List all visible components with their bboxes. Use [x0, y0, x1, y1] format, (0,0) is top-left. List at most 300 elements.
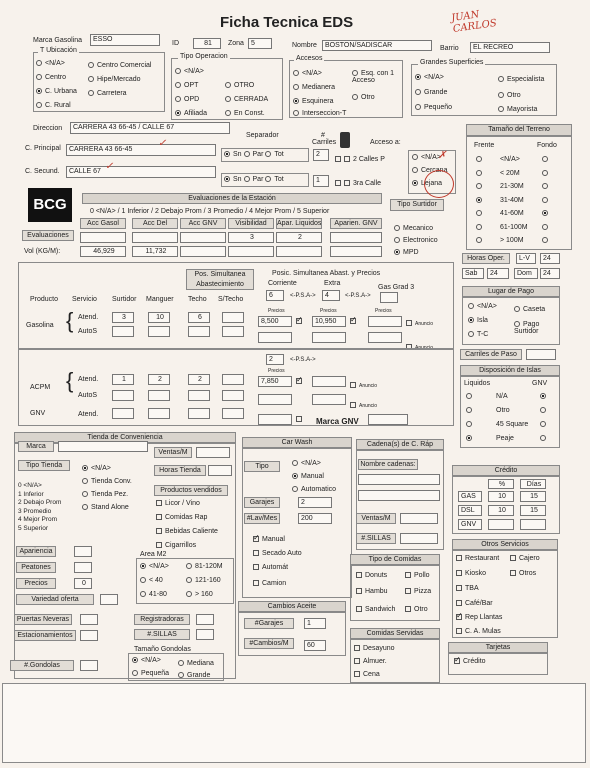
- eval-col-header[interactable]: Acc Gasol: [80, 218, 126, 229]
- secund-field[interactable]: CALLE 67: [66, 166, 216, 178]
- acpm-autos-precio-2[interactable]: [312, 394, 346, 405]
- sup-mayorista[interactable]: Mayorista: [498, 106, 537, 113]
- acceso-cercana[interactable]: Cercana: [412, 167, 447, 174]
- dom-label: Dom: [514, 268, 538, 279]
- barrio-field[interactable]: EL RECREO: [470, 42, 550, 53]
- frente-radio[interactable]: [476, 156, 485, 163]
- frente-radio[interactable]: [476, 170, 485, 177]
- credito-pct-label: %: [488, 479, 514, 489]
- checkbox-icon: [156, 500, 162, 506]
- cw-garajes-label: Garajes: [244, 497, 280, 508]
- principal-field[interactable]: CARRERA 43 66-45: [66, 144, 216, 156]
- eval-col-value[interactable]: [330, 232, 382, 243]
- comida-pizza[interactable]: Pizza: [405, 588, 431, 595]
- fondo-radio[interactable]: [542, 156, 551, 163]
- gnv-stecho[interactable]: [222, 408, 244, 419]
- op-cerrada[interactable]: CERRADA: [225, 96, 268, 103]
- acc-interseccion[interactable]: Interseccion-T: [293, 110, 346, 117]
- gnv-precio[interactable]: [258, 414, 292, 425]
- pago-caseta[interactable]: Caseta: [514, 306, 545, 313]
- area-121-160[interactable]: 121-160: [186, 577, 221, 584]
- acpm-anuncio-check-2[interactable]: Anuncio: [350, 402, 377, 409]
- aceite-cambios-field[interactable]: 60: [304, 640, 326, 651]
- otros-check[interactable]: [510, 570, 536, 577]
- eval-col-value[interactable]: [180, 232, 226, 243]
- gas-autos-label: AutoS: [78, 328, 98, 335]
- acpm-autos-label: AutoS: [78, 392, 98, 399]
- checkbox-icon: [156, 528, 162, 534]
- acpm-techo[interactable]: 2: [188, 374, 210, 385]
- radio-icon: [36, 60, 42, 66]
- acpm-brace: {: [66, 368, 74, 393]
- marca-field[interactable]: ESSO: [90, 34, 160, 46]
- ventas-tienda-field[interactable]: [196, 447, 230, 458]
- op-opd[interactable]: OPD: [175, 96, 199, 103]
- surtidor-mecanico[interactable]: Mecanico: [394, 225, 433, 232]
- op-const[interactable]: En Const.: [225, 110, 265, 117]
- gas-precio-check-2[interactable]: [350, 318, 359, 325]
- servida-almuerzo[interactable]: Almuer.: [354, 658, 387, 665]
- eval-col-value[interactable]: [132, 232, 178, 243]
- registradoras-field[interactable]: [196, 614, 214, 625]
- aceite-garajes-label: #Garajes: [244, 618, 294, 629]
- tienda-scale-item: 2 Debajo Prom: [18, 499, 62, 506]
- ubicacion-cc[interactable]: Centro Comercial: [88, 62, 151, 69]
- gond-mediana[interactable]: Mediana: [178, 660, 214, 667]
- apariencia-field[interactable]: [74, 546, 92, 557]
- variedad-field[interactable]: [100, 594, 118, 605]
- radio-icon: [540, 435, 546, 441]
- evaluaciones-scale: 0 <N/A> / 1 Inferior / 2 Debajo Prom / 3 Promedio / 4 Mejor Prom / 5 Superior: [90, 208, 330, 215]
- credito-pct-field[interactable]: 10: [488, 505, 514, 516]
- tipo-tienda-pez[interactable]: Tienda Pez.: [82, 491, 128, 498]
- cadena-sillas-field[interactable]: [400, 533, 438, 544]
- check-mark: ✓: [105, 161, 114, 172]
- tamano-row-label: 31-40M: [500, 196, 524, 204]
- marca-tienda-label: Marca: [18, 441, 54, 452]
- radio-icon: [88, 90, 94, 96]
- sep1-opts: Sn Par Tot: [224, 151, 284, 158]
- gnv-manguer[interactable]: [148, 408, 170, 419]
- gas-precio-corriente[interactable]: 8,500: [258, 316, 292, 327]
- otros-title: Otros Servicios: [452, 539, 558, 550]
- gond-grande[interactable]: Grande: [178, 672, 210, 679]
- gas-stecho[interactable]: [222, 312, 244, 323]
- acpm-autos-precio[interactable]: [258, 394, 292, 405]
- variedad-label: Variedad oferta: [16, 594, 94, 605]
- pago-tc[interactable]: T-C: [468, 331, 488, 338]
- credito-row-label: GAS: [458, 491, 482, 502]
- gas-brace: {: [66, 308, 74, 333]
- checkbox-icon: [510, 570, 516, 576]
- islas-liquidos-radio[interactable]: [466, 407, 475, 414]
- registradoras-label: Registradoras: [134, 614, 190, 625]
- cw-garajes-field[interactable]: 2: [298, 497, 332, 508]
- acceso-lejana[interactable]: Lejana: [412, 180, 442, 187]
- acpm-precio-2[interactable]: [312, 376, 346, 387]
- tipo-comidas-title: Tipo de Comidas: [350, 554, 440, 565]
- op-afiliada[interactable]: Afiliada: [175, 110, 207, 117]
- comida-hambu[interactable]: Hambu: [356, 588, 388, 595]
- tarjeta-credito[interactable]: ✓Crédito: [454, 658, 486, 665]
- ubicacion-title: T Ubicación: [40, 47, 77, 54]
- acpm-anuncio-check[interactable]: Anuncio: [350, 382, 377, 389]
- cw-check-secado[interactable]: Secado Auto: [253, 550, 302, 557]
- gas-autos-1[interactable]: [112, 326, 134, 337]
- checkbox-icon: [456, 614, 462, 620]
- gas-anuncio-check[interactable]: Anuncio: [406, 320, 433, 327]
- credito-pct-field[interactable]: [488, 519, 514, 530]
- product-check[interactable]: [156, 542, 196, 549]
- fondo-radio[interactable]: [542, 170, 551, 177]
- gas-autos-precio-1[interactable]: [258, 332, 292, 343]
- islas-liquidos-radio[interactable]: [466, 393, 475, 400]
- gas-anuncio-check-2[interactable]: Anuncio: [406, 344, 433, 351]
- tamano-group: [466, 136, 572, 250]
- acpm-pos[interactable]: 2: [266, 354, 284, 365]
- handwritten-circle: [424, 170, 454, 198]
- tipo-tienda-conv[interactable]: Tienda Conv.: [82, 478, 132, 485]
- comida-sandwich[interactable]: Sandwich: [356, 606, 395, 613]
- eval-col-value[interactable]: [80, 232, 126, 243]
- acpm-autos-4[interactable]: [222, 390, 244, 401]
- gnv-surtidor[interactable]: [112, 408, 134, 419]
- radio-icon: [476, 224, 482, 230]
- sup-na[interactable]: <N/A>: [415, 74, 444, 81]
- surtidor-electronico[interactable]: Electronico: [394, 237, 438, 244]
- op-na[interactable]: <N/A>: [175, 68, 204, 75]
- cw-auto[interactable]: Automatico: [292, 486, 336, 493]
- checkbox-icon: [156, 514, 162, 520]
- area-41-80[interactable]: 41-80: [140, 591, 167, 598]
- cw-na[interactable]: <N/A>: [292, 460, 321, 467]
- acpm-manguer[interactable]: 2: [148, 374, 170, 385]
- marca-gnv-field[interactable]: [368, 414, 408, 425]
- fondo-radio[interactable]: [542, 237, 551, 244]
- sup-grande[interactable]: Grande: [415, 89, 447, 96]
- tienda-scale-item: 3 Promedio: [18, 507, 52, 515]
- credito-pct-field[interactable]: 10: [488, 491, 514, 502]
- checkbox-icon: [156, 542, 162, 548]
- carriles-field-1[interactable]: 2: [313, 149, 329, 161]
- gnv-check[interactable]: [296, 416, 305, 423]
- gas-manguer[interactable]: 10: [148, 312, 170, 323]
- surtidor-mpd[interactable]: MPD: [394, 249, 419, 256]
- cw-check-automat[interactable]: Automát: [253, 564, 288, 571]
- gas-autos-2[interactable]: [148, 326, 170, 337]
- barrio-label: Barrio: [440, 45, 459, 52]
- gas-precio-check-1[interactable]: [296, 318, 305, 325]
- tienda-title: Tienda de Conveniencia: [14, 432, 236, 443]
- gas-precio-extra[interactable]: 10,950: [312, 316, 346, 327]
- ubicacion-carretera[interactable]: Carretera: [88, 90, 127, 97]
- radio-icon: [466, 435, 472, 441]
- tipo-tienda-alone[interactable]: Stand Alone: [82, 504, 129, 511]
- eval-col-header[interactable]: Acc Del: [132, 218, 178, 229]
- gas-pos-grad3[interactable]: [380, 292, 398, 303]
- peatones-field[interactable]: [74, 562, 92, 573]
- vol-value-empty[interactable]: [276, 246, 322, 257]
- product-col-header: Manguer: [146, 296, 174, 303]
- acc-otro[interactable]: Otro: [352, 94, 375, 101]
- lugar-pago-title: Lugar de Pago: [462, 286, 560, 297]
- tam-gondolas-label: Tamaño Gondolas: [134, 646, 191, 653]
- product-check[interactable]: [156, 528, 218, 535]
- ubicacion-na[interactable]: <N/A>: [36, 60, 65, 67]
- carriles-paso-field[interactable]: [526, 349, 556, 360]
- eval-col-value[interactable]: 3: [228, 232, 274, 243]
- tamano-row-label: 61-100M: [500, 223, 528, 231]
- frente-label: Frente: [474, 142, 495, 149]
- islas-liquidos-radio[interactable]: [466, 421, 475, 428]
- gnv-label: GNV: [30, 410, 46, 417]
- sillas-tienda-field[interactable]: [196, 629, 214, 640]
- radio-icon: [542, 183, 548, 189]
- acceso-na[interactable]: <N/A>: [412, 154, 441, 161]
- gas-techo[interactable]: 6: [188, 312, 210, 323]
- product-col-header: Techo: [188, 296, 207, 303]
- islas-row-label: 45 Square: [496, 421, 529, 428]
- horas-tienda-label: Horas Tienda: [154, 465, 206, 476]
- fondo-radio[interactable]: [542, 197, 551, 204]
- frente-radio[interactable]: [476, 183, 485, 190]
- apariencia-label: Apariencia: [16, 546, 56, 557]
- peatones-label: Peatones: [16, 562, 56, 573]
- otros-check[interactable]: [510, 555, 540, 562]
- pago-isla[interactable]: Isla: [468, 317, 488, 324]
- otros-label: Kiosko: [465, 570, 487, 577]
- pago-na[interactable]: <N/A>: [468, 303, 497, 310]
- comida-otro[interactable]: Otro: [405, 606, 428, 613]
- fondo-label: Fondo: [537, 142, 557, 149]
- gas-surtidor[interactable]: 3: [112, 312, 134, 323]
- aceite-garajes-field[interactable]: 1: [304, 618, 326, 629]
- product-check[interactable]: [156, 500, 200, 507]
- radio-icon: [542, 156, 548, 162]
- check-2calles[interactable]: 2 Calles P: [335, 156, 385, 163]
- checkbox-icon: [456, 555, 462, 561]
- sup-otro[interactable]: Otro: [498, 92, 521, 99]
- gnv-techo[interactable]: [188, 408, 210, 419]
- radio-icon: [476, 156, 482, 162]
- vol-value-empty[interactable]: [228, 246, 274, 257]
- horas-tienda-field[interactable]: [208, 465, 232, 476]
- islas-liquidos-radio[interactable]: [466, 435, 475, 442]
- estac-field[interactable]: [80, 630, 98, 641]
- tienda-scale-item: 4 Mejor Prom: [18, 516, 58, 523]
- zona-label: Zona: [228, 40, 244, 47]
- ubicacion-hipe[interactable]: Hipe/Mercado: [88, 76, 141, 83]
- cw-check-manual[interactable]: ✓Manual: [253, 536, 285, 543]
- otros-check[interactable]: [456, 555, 499, 562]
- ubicacion-rural[interactable]: C. Rural: [36, 102, 71, 109]
- credito-dias-field[interactable]: 15: [520, 505, 546, 516]
- servida-cena[interactable]: Cena: [354, 671, 380, 678]
- dom-field[interactable]: 24: [540, 268, 560, 279]
- eval-col-header[interactable]: Aparien. GNV: [330, 218, 382, 229]
- otros-check[interactable]: [456, 628, 501, 635]
- check-3ra-calle[interactable]: 3ra Calle: [335, 180, 381, 187]
- acc-medianera[interactable]: Medianera: [293, 84, 335, 91]
- servidas-title: Comidas Servidas: [350, 628, 440, 639]
- gasolina-label: Gasolina: [26, 322, 54, 329]
- eval-col-header[interactable]: Acc GNV: [180, 218, 226, 229]
- radio-icon: [476, 210, 482, 216]
- acpm-label: ACPM: [30, 384, 51, 391]
- bcg-logo: BCG: [28, 188, 72, 222]
- acc-esq1[interactable]: Esq. con 1 Acceso: [352, 70, 395, 84]
- acpm-surtidor[interactable]: 1: [112, 374, 134, 385]
- pago-surtidor[interactable]: Pago Surtidor: [514, 321, 540, 335]
- acpm-stecho[interactable]: [222, 374, 244, 385]
- vol-value-empty[interactable]: [330, 246, 382, 257]
- area-gt160[interactable]: > 160: [186, 591, 213, 598]
- frente-radio[interactable]: [476, 237, 485, 244]
- gas-precio-grad3[interactable]: [368, 316, 402, 327]
- fondo-radio[interactable]: [542, 224, 551, 231]
- gond-na[interactable]: <N/A>: [132, 657, 161, 664]
- cw-manual[interactable]: Manual: [292, 473, 324, 480]
- acpm-autos-2[interactable]: [148, 390, 170, 401]
- credito-dias-label: Días: [520, 479, 546, 489]
- id-field[interactable]: 81: [193, 38, 221, 49]
- otros-check[interactable]: [456, 600, 493, 607]
- gond-pequena[interactable]: Pequeña: [132, 670, 169, 677]
- acpm-autos-1[interactable]: [112, 390, 134, 401]
- servida-desayuno[interactable]: Desayuno: [354, 645, 395, 652]
- cadena-ventas-field[interactable]: [400, 513, 438, 524]
- otros-label: C. A. Mulas: [465, 628, 501, 635]
- precios-tienda-field[interactable]: 0: [74, 578, 92, 589]
- cadena-nombre-field-2[interactable]: [358, 490, 440, 501]
- gas-autos-4[interactable]: [222, 326, 244, 337]
- principal-label: C. Principal: [25, 145, 61, 152]
- area-na[interactable]: <N/A>: [140, 563, 169, 570]
- comida-donuts[interactable]: Donuts: [356, 572, 387, 579]
- acpm-precio[interactable]: 7,850: [258, 376, 292, 387]
- direccion-label: Direccion: [33, 125, 63, 132]
- gas-pos-extra[interactable]: 4: [322, 290, 340, 301]
- vol-value[interactable]: 46,929: [80, 246, 126, 257]
- vol-value-empty[interactable]: [180, 246, 226, 257]
- gondolas-label: #.Gondolas: [10, 660, 74, 671]
- gas-pos-corriente[interactable]: 6: [266, 290, 284, 301]
- acpm-autos-3[interactable]: [188, 390, 210, 401]
- op-otro[interactable]: OTRO: [225, 82, 254, 89]
- islas-gnv-radio[interactable]: [540, 407, 549, 414]
- tamano-row-label: <N/A>: [500, 156, 520, 163]
- tipo-tienda-na[interactable]: <N/A>: [82, 465, 111, 472]
- direccion-field[interactable]: CARRERA 43 66-45 / CALLE 67: [70, 122, 230, 134]
- islas-liquidos-label: Liquidos: [464, 380, 491, 387]
- tienda-scale-item: 1 Inferior: [18, 490, 44, 498]
- precios-label-2: Precios: [320, 308, 337, 314]
- acc-na[interactable]: <N/A>: [293, 70, 322, 77]
- area-lt40[interactable]: < 40: [140, 577, 163, 584]
- eval-col-header[interactable]: Apar. Liquidos: [277, 220, 322, 227]
- credito-dias-field[interactable]: 15: [520, 491, 546, 502]
- secund-label: C. Secund.: [25, 168, 60, 175]
- frente-radio[interactable]: [476, 210, 485, 217]
- cadena-nombre-field[interactable]: [358, 474, 440, 485]
- ubicacion-urbana[interactable]: C. Urbana: [36, 88, 77, 95]
- fondo-radio[interactable]: [542, 210, 551, 217]
- area-81-120[interactable]: 81-120M: [186, 563, 223, 570]
- radio-icon: [476, 183, 482, 189]
- vol-value[interactable]: 11,732: [132, 246, 178, 257]
- islas-gnv-radio[interactable]: [540, 435, 549, 442]
- otros-check[interactable]: [456, 614, 502, 621]
- credito-row-label: GNV: [458, 519, 482, 530]
- radio-icon: [466, 407, 472, 413]
- eval-col-header[interactable]: Visibilidad: [228, 218, 274, 229]
- marca-tienda-field[interactable]: [58, 441, 148, 452]
- zona-field[interactable]: 5: [248, 38, 272, 49]
- sup-pequeno[interactable]: Pequeño: [415, 104, 452, 111]
- tamano-row-label: > 100M: [500, 237, 524, 244]
- cadena-ventas-label: Ventas/M: [356, 513, 396, 524]
- op-opt[interactable]: OPT: [175, 82, 198, 89]
- product-check[interactable]: [156, 514, 207, 521]
- cadena-sillas-label: #.SILLAS: [356, 533, 396, 544]
- puertas-field[interactable]: [80, 614, 98, 625]
- lv-field[interactable]: 24: [540, 253, 560, 264]
- acc-esquinera[interactable]: Esquinera: [293, 98, 334, 105]
- pos-simultanea-label: Pos. Simultanea Abastecimiento: [186, 269, 254, 290]
- checkbox-icon: [456, 570, 462, 576]
- frente-radio[interactable]: [476, 197, 485, 204]
- estac-label: Estacionamientos: [14, 630, 76, 641]
- fondo-radio[interactable]: [542, 183, 551, 190]
- otros-label: Café/Bar: [465, 600, 493, 607]
- sep2-opts: Sn Par Tot: [224, 176, 284, 183]
- cw-check-camion[interactable]: Camion: [253, 580, 286, 587]
- ubicacion-centro[interactable]: Centro: [36, 74, 66, 81]
- tamano-title: Tamaño del Terreno: [466, 124, 572, 136]
- credito-title: Crédito: [452, 465, 560, 476]
- cadena-nombre-label: Nombre cadenas:: [358, 459, 418, 470]
- marca-gnv-label: Marca GNV: [316, 417, 359, 426]
- islas-gnv-radio[interactable]: [540, 393, 549, 400]
- sup-especialista[interactable]: Especialista: [498, 76, 544, 83]
- islas-gnv-radio[interactable]: [540, 421, 549, 428]
- otros-check[interactable]: [456, 570, 486, 577]
- cw-lav-field[interactable]: 200: [298, 513, 332, 524]
- eval-col-value[interactable]: 2: [276, 232, 322, 243]
- gas-autos-precio-2[interactable]: [312, 332, 346, 343]
- carriles-label: # Carriles: [312, 132, 337, 146]
- sab-field[interactable]: 24: [487, 268, 509, 279]
- gondolas-field[interactable]: [80, 660, 98, 671]
- carriles-field-2[interactable]: 1: [313, 175, 329, 187]
- acpm-atend-label: Atend.: [78, 376, 99, 383]
- acpm-precio-check[interactable]: [296, 378, 305, 385]
- notes-area[interactable]: [2, 683, 586, 763]
- gas-autos-3[interactable]: [188, 326, 210, 337]
- evaluaciones-button[interactable]: Evaluaciones: [22, 230, 74, 241]
- otros-check[interactable]: [456, 585, 479, 592]
- credito-dias-field[interactable]: [520, 519, 546, 530]
- nombre-field[interactable]: BOSTON/SADISCAR: [322, 40, 432, 51]
- gas-autos-precio-3[interactable]: [368, 332, 402, 343]
- acceso-a-label: Acceso a:: [370, 139, 401, 146]
- lv-label: L-V: [516, 253, 536, 264]
- tipo-surtidor-button[interactable]: Tipo Surtidor: [390, 199, 444, 211]
- frente-radio[interactable]: [476, 224, 485, 231]
- area-label: Area M2: [140, 551, 167, 558]
- comida-pollo[interactable]: Pollo: [405, 572, 430, 579]
- checkbox-icon: [456, 628, 462, 634]
